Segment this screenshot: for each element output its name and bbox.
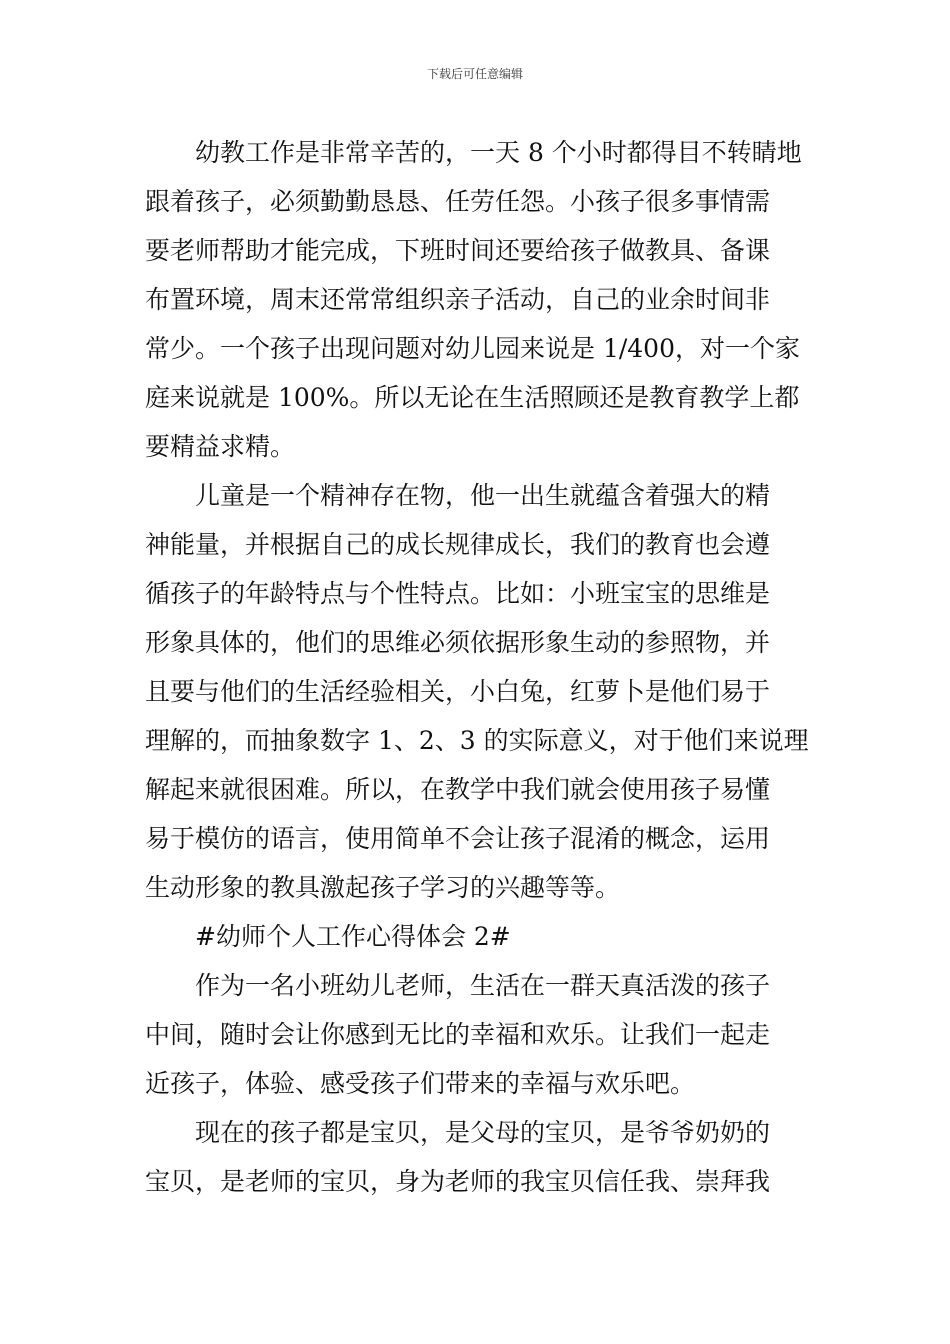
text-line: 作为一名小班幼儿老师，生活在一群天真活泼的孩子 bbox=[195, 971, 771, 1000]
text-line: 中间，随时会让你感到无比的幸福和欢乐。让我们一起走 bbox=[145, 1020, 771, 1049]
text-line: 要精益求精。 bbox=[145, 432, 296, 461]
text-line: 庭来说就是 100%。所以无论在生活照顾还是教育教学上都 bbox=[145, 383, 800, 412]
text-line: 理解的，而抽象数字 1、2、3 的实际意义，对于他们来说理 bbox=[145, 726, 809, 755]
page-header: 下载后可任意编辑 bbox=[426, 67, 523, 81]
text-line: 跟着孩子，必须勤勤恳恳、任劳任怨。小孩子很多事情需 bbox=[145, 187, 771, 216]
text-line: 现在的孩子都是宝贝，是父母的宝贝，是爷爷奶奶的 bbox=[195, 1118, 771, 1147]
body-text bbox=[145, 128, 807, 1206]
text-line: 幼教工作是非常辛苦的，一天 8 个小时都得目不转睛地 bbox=[195, 138, 802, 167]
text-line: 形象具体的，他们的思维必须依据形象生动的参照物，并 bbox=[145, 628, 771, 657]
text-line: 儿童是一个精神存在物，他一出生就蕴含着强大的精 bbox=[195, 481, 771, 510]
text-line: 易于模仿的语言，使用简单不会让孩子混淆的概念，运用 bbox=[145, 824, 771, 853]
text-line: 常少。一个孩子出现问题对幼儿园来说是 1/400，对一个家 bbox=[145, 334, 800, 363]
text-line: 解起来就很困难。所以，在教学中我们就会使用孩子易懂 bbox=[145, 775, 771, 804]
text-line: 宝贝，是老师的宝贝，身为老师的我宝贝信任我、崇拜我 bbox=[145, 1167, 771, 1196]
section-heading: #幼师个人工作心得体会 2# bbox=[195, 922, 511, 951]
text-line: 且要与他们的生活经验相关，小白兔，红萝卜是他们易于 bbox=[145, 677, 771, 706]
text-line: 生动形象的教具激起孩子学习的兴趣等等。 bbox=[145, 873, 621, 902]
text-line: 循孩子的年龄特点与个性特点。比如：小班宝宝的思维是 bbox=[145, 579, 771, 608]
text-line: 神能量，并根据自己的成长规律成长，我们的教育也会遵 bbox=[145, 530, 771, 559]
text-line: 布置环境，周末还常常组织亲子活动，自己的业余时间非 bbox=[145, 285, 771, 314]
text-line: 要老师帮助才能完成，下班时间还要给孩子做教具、备课 bbox=[145, 236, 771, 265]
text-line: 近孩子，体验、感受孩子们带来的幸福与欢乐吧。 bbox=[145, 1069, 696, 1098]
